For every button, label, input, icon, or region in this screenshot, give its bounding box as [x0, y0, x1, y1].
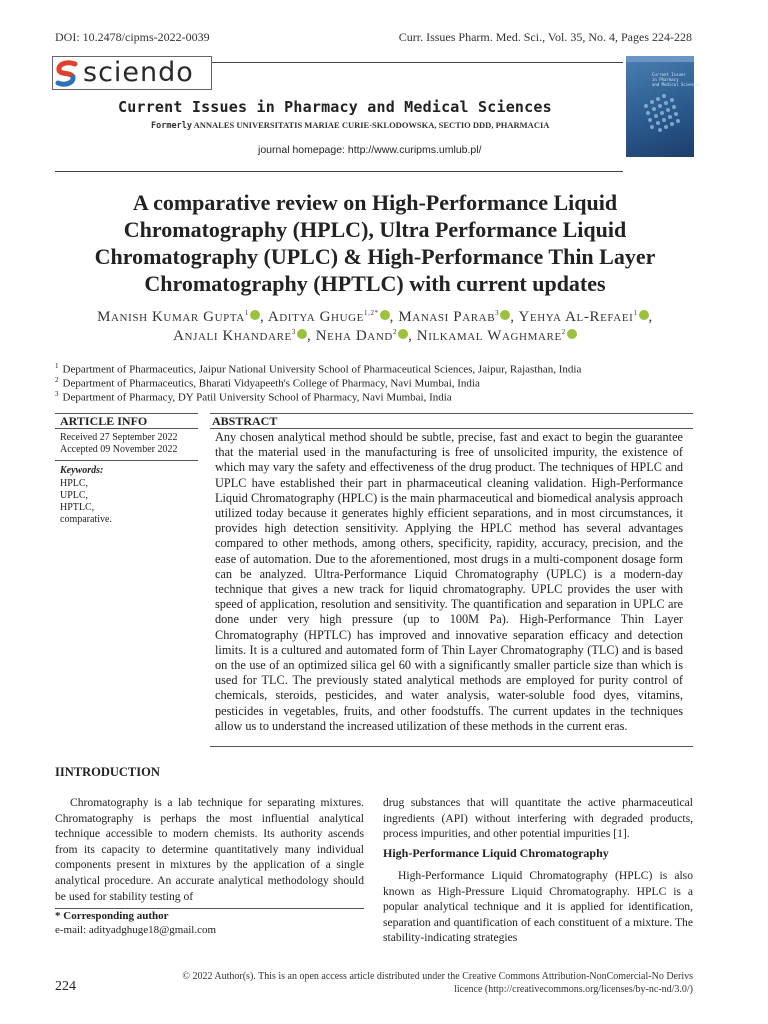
sciendo-logo-icon	[55, 61, 79, 85]
orcid-icon[interactable]	[398, 329, 408, 339]
orcid-icon[interactable]	[380, 310, 390, 320]
author-name: Anjali Khandare	[173, 328, 292, 344]
journal-cover-image	[626, 56, 701, 157]
keywords-label: Keywords:	[60, 465, 104, 476]
doi: DOI: 10.2478/cipms-2022-0039	[55, 30, 210, 44]
sciendo-logo[interactable]	[52, 56, 212, 90]
keyword: HPTLC,	[60, 502, 95, 513]
footnote-divider	[55, 908, 364, 909]
author-name: Neha Dand	[315, 328, 393, 344]
divider	[210, 413, 693, 414]
journal-homepage-link[interactable]: journal homepage: http://www.curipms.umlub.pl/	[258, 144, 482, 156]
author-name: Aditya Ghuge	[267, 309, 364, 325]
affiliation: $^1$ Department of Pharmaceutics, Jaipur National University School of Pharmaceutical Sciences, Jaipur, Rajasthan, India	[55, 362, 582, 376]
article-info-heading: ARTICLE INFO	[60, 414, 148, 428]
author-name: Nilkamal Waghmare	[416, 328, 562, 344]
divider	[55, 460, 198, 461]
introduction-right-column: drug substances that will quantitate the active pharmaceutical ingredients (API) without interfering with degraded products, process impurities, and other potential impurities [1].	[383, 796, 693, 841]
journal-title: Current Issues in Pharmacy and Medical Sciences	[118, 98, 552, 116]
introduction-heading: IINTRODUCTION	[55, 765, 160, 779]
keyword: comparative.	[60, 514, 112, 525]
orcid-icon[interactable]	[639, 310, 649, 320]
orcid-icon[interactable]	[250, 310, 260, 320]
orcid-icon[interactable]	[567, 329, 577, 339]
orcid-icon[interactable]	[500, 310, 510, 320]
keyword: HPLC,	[60, 478, 89, 489]
received-date: Received 27 September 2022	[60, 432, 178, 443]
divider	[210, 428, 693, 429]
author-name: Manish Kumar Gupta	[97, 309, 245, 325]
corresponding-author-label: * Corresponding author	[55, 910, 169, 922]
article-title: A comparative review on High-Performance Liquid Chromatography (HPLC), Ultra Performance Liquid Chromatography (UPLC) & High-Performance Thin Layer Chromatography (HPTLC) with current updates	[94, 190, 656, 296]
cover-title-text: Current Issues in Pharmacy and Medical Sciences	[652, 72, 701, 87]
authors-line-2: Anjali Khandare$^3$ , Neha Dand$^2$ , Nilkamal Waghmare$^2$	[60, 328, 690, 345]
orcid-icon[interactable]	[297, 329, 307, 339]
abstract-heading: ABSTRACT	[212, 414, 278, 428]
formerly-label: Formerly	[151, 121, 192, 131]
author-name: Manasi Parab	[398, 309, 496, 325]
license-notice: © 2022 Author(s). This is an open access article distributed under the Creative Commons Attribution-NonComercial-No Derivs licence (http://creativecommons.org/licenses/by-nc-nd/3.0/)	[182, 971, 693, 995]
affiliation: $^3$ Department of Pharmacy, DY Patil University School of Pharmacy, Navi Mumbai, India	[55, 390, 452, 404]
authors-line-1: Manish Kumar Gupta$^1$ , Aditya Ghuge$^{1,2*}$ , Manasi Parab$^3$ , Yehya Al-Refaei$^1$ ,	[97, 309, 653, 325]
corresponding-email[interactable]: e-mail: adityadghuge18@gmail.com	[55, 924, 217, 936]
logo-wordmark: sciendo	[83, 57, 194, 88]
affiliation: $^2$ Department of Pharmaceutics, Bharati Vidyapeeth's College of Pharmacy, Navi Mumbai, India	[55, 376, 480, 390]
introduction-left-column: Chromatography is a lab technique for separating mixtures. Chromatography is perhaps the most influential analytical technique accessible to modern chemists. Its authority ascends from its capacity to determine quantitatively many individual components present in mixtures by the application of a single analytical procedure. An accurate analytical methodology should be used for stability testing of	[55, 796, 364, 903]
page-number: 224	[55, 979, 76, 994]
hplc-paragraph: High-Performance Liquid Chromatography (HPLC) is also known as High-Pressure Liquid Chromatography. HPLC is a popular analytical technique and it is applied for identification, separation and quantification of each constituent of a mixture. The stability-indicating strategies	[383, 869, 693, 945]
keyword: UPLC,	[60, 490, 89, 501]
abstract-text: Any chosen analytical method should be subtle, precise, fast and exact to begin the guarantee that the material used in the manufacturing is free of unsolicited impurity, the existence of which may vary the safety and effectiveness of the drug product. The techniques of HPLC and UPLC have established their part in pharmaceutical cleaning validation. High-Performance Liquid Chromatography (HPLC) is the main pharmaceutical and biomedical analysis approach utilized today because it generates highly efficient separations, and in most circumstances, it provides high detection sensitivity. Applying the HPLC method has several advantages compared to other methods, among others, specificity, rapidity, accuracy, precision, and the ease of automation. Due to the aforementioned, most drugs in a multi-component dosage form can be analyzed. Ultra-Performance Liquid Chromatography (UPLC) is a modern-day technique that gives a new track for liquid chromatography. UPLC provides the user with speed of application, resolution and sensitivity. The quantification and separation in UPLC are done under very high pressure (up to 100M Pa). High-Performance Thin Layer Chromatography (HPTLC) has improved and innovative separation efficacy and detection limits. It is a cultured and automated form of Thin Layer Chromatography (TLC) and is based on the use of an optimized silica gel 60 with a significantly smaller particle size than which is used for TLC. The previously stated analytical methods are employed for purity control of chemicals, steroids, pesticides, and water analysis, water-soluble food dyes, vitamins, pesticides in vegetables, fruits, and other foodstuffs. The current updates in the techniques allow us to understand the increased utilization of these methods in the current eras.	[215, 430, 683, 733]
formerly-name: ANNALES UNIVERSITATIS MARIAE CURIE-SKLODOWSKA, SECTIO DDD, PHARMACIA	[191, 120, 550, 130]
accepted-date: Accepted 09 November 2022	[60, 444, 178, 455]
citation: Curr. Issues Pharm. Med. Sci., Vol. 35, No. 4, Pages 224-228	[398, 30, 692, 44]
hplc-subheading: High-Performance Liquid Chromatography	[383, 846, 609, 860]
formerly-line	[151, 120, 549, 131]
divider	[210, 746, 693, 747]
author-name: Yehya Al-Refaei	[518, 309, 634, 325]
